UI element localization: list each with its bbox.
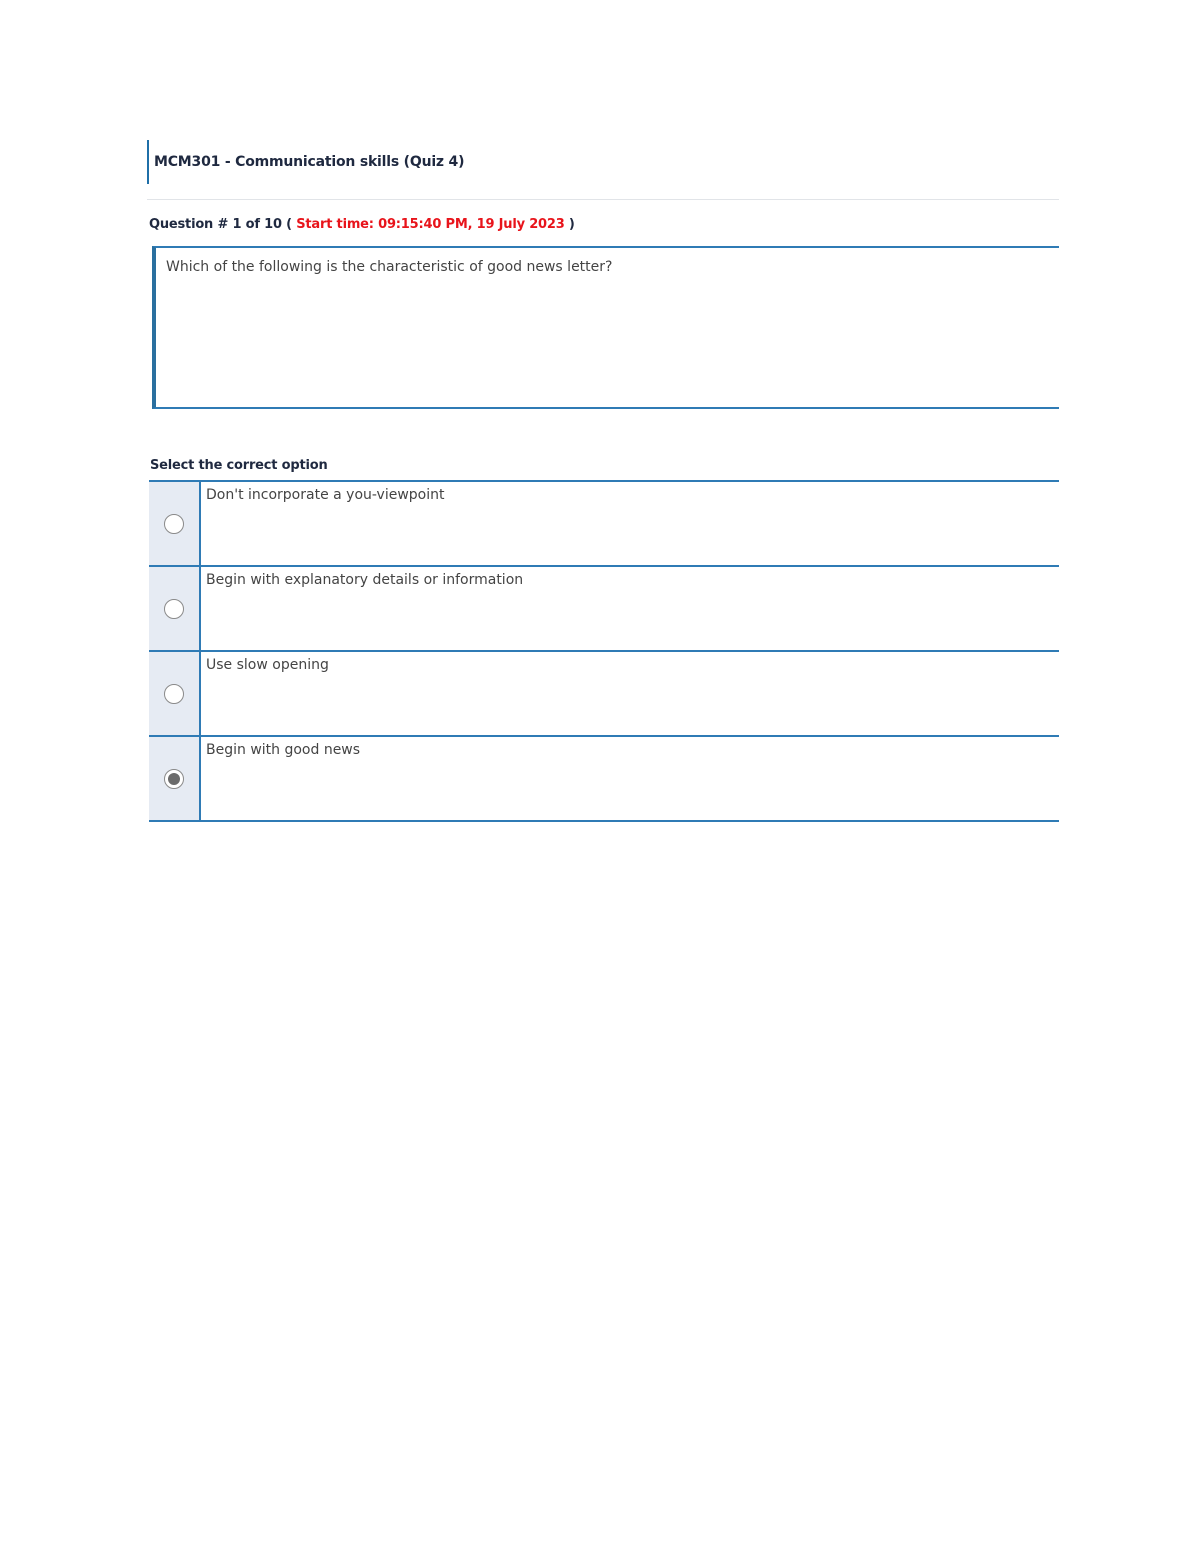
radio-button-option-3[interactable] xyxy=(164,684,184,704)
options-list xyxy=(149,480,1059,822)
question-header xyxy=(147,217,1059,232)
option-text-4[interactable]: Begin with good news xyxy=(206,742,361,758)
paren-open: ( xyxy=(281,217,297,232)
quiz-container xyxy=(147,140,1059,822)
start-time: Start time: 09:15:40 PM, 19 July 2023 xyxy=(296,217,565,232)
select-option-label: Select the correct option xyxy=(150,458,328,473)
question-text: Which of the following is the characteristic of good news letter? xyxy=(166,259,613,275)
option-row-4[interactable] xyxy=(149,737,1059,822)
option-text-3[interactable]: Use slow opening xyxy=(206,657,329,673)
option-text-1[interactable]: Don't incorporate a you-viewpoint xyxy=(206,487,445,503)
paren-close: ) xyxy=(564,217,575,232)
radio-cell[interactable] xyxy=(149,737,201,820)
course-title xyxy=(147,140,1059,184)
radio-cell[interactable] xyxy=(149,567,201,650)
option-row-3[interactable] xyxy=(149,652,1059,737)
radio-button-option-1[interactable] xyxy=(164,514,184,534)
radio-cell[interactable] xyxy=(149,482,201,565)
radio-button-option-4[interactable] xyxy=(164,769,184,789)
option-text-2[interactable]: Begin with explanatory details or information xyxy=(206,572,524,588)
option-row-2[interactable] xyxy=(149,567,1059,652)
option-row-1[interactable] xyxy=(149,482,1059,567)
radio-button-option-2[interactable] xyxy=(164,599,184,619)
question-text-box xyxy=(152,246,1059,409)
course-title-text: MCM301 - Communication skills (Quiz 4) xyxy=(154,154,465,170)
radio-cell[interactable] xyxy=(149,652,201,735)
question-counter: Question # 1 of 10 xyxy=(149,217,282,232)
radio-selected-dot xyxy=(168,773,180,785)
title-divider xyxy=(147,199,1059,200)
